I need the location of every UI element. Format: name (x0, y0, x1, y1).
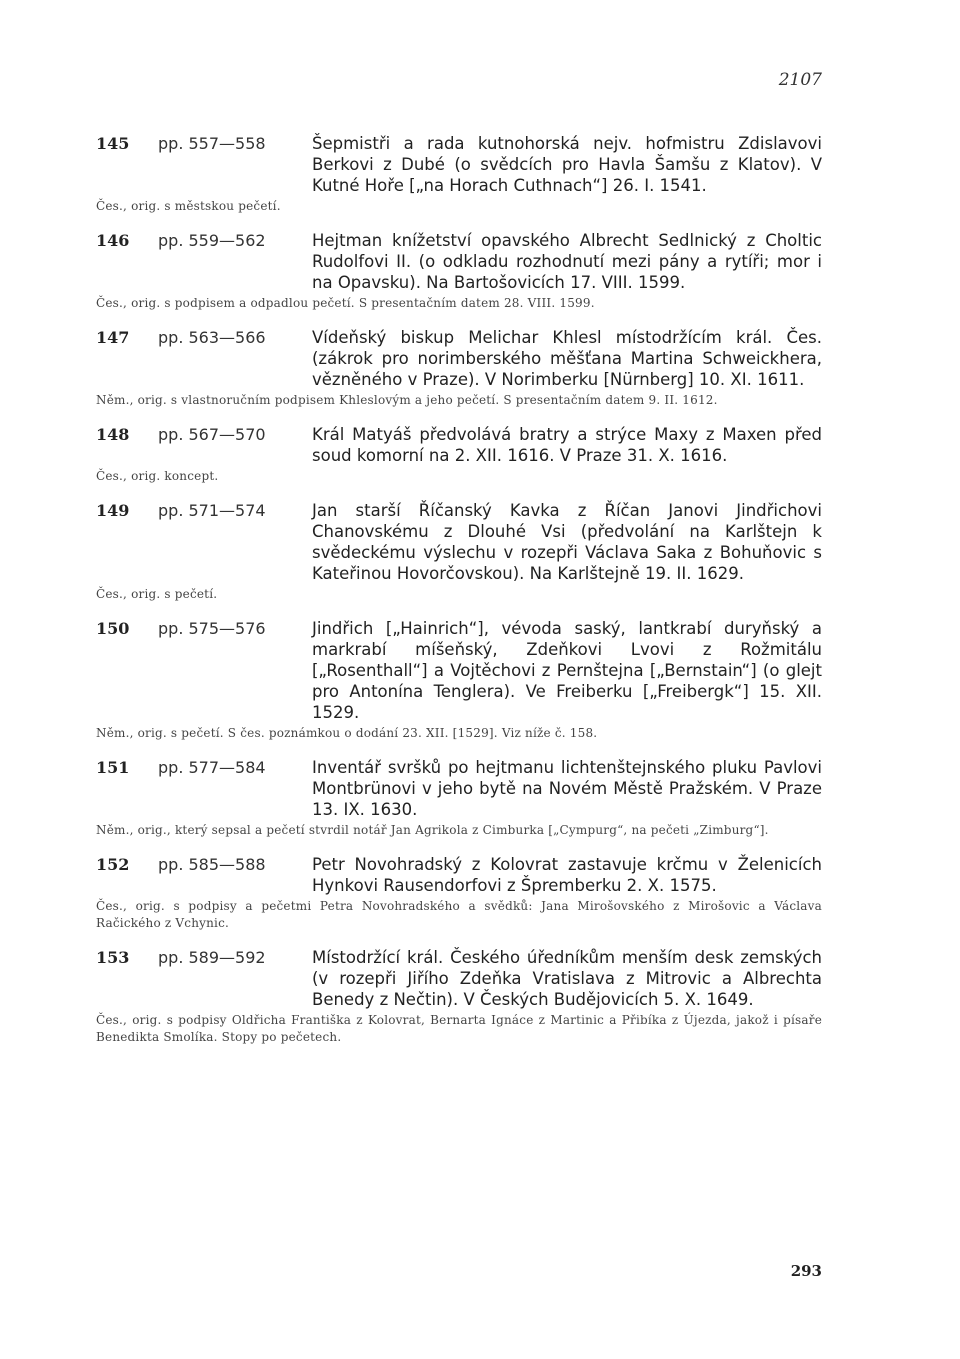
entry-heading-row (96, 133, 822, 196)
catalog-entry (96, 854, 822, 932)
entry-number: 148 (96, 425, 130, 444)
entry-heading-row (96, 947, 822, 1010)
entry-number: 150 (96, 619, 130, 638)
entry-title: Vídeňský biskup Melichar Khlesl místodržícím král. Čes. (zákrok pro norimberského měšťana Martina Schweickhera, vězněného v Praze). V Norimberku [Nürnberg] 10. XI. 1611. (312, 328, 822, 389)
entry-number: 146 (96, 231, 130, 250)
entry-note: Čes., orig. s podpisy Oldřicha Františka z Kolovrat, Bernarta Ignáce z Martinic a Přibíka z Újezda, jakož i písaře Benedikta Smolíka. Stopy po pečetech. (96, 1013, 822, 1044)
entry-number: 153 (96, 948, 130, 967)
entry-pages: pp. 559—562 (158, 231, 266, 250)
entry-note: Něm., orig. s vlastnoručním podpisem Khleslovým a jeho pečetí. S presentačním datem 9. II. 1612. (96, 393, 718, 407)
entry-number: 152 (96, 855, 130, 874)
entry-title: Místodržící král. Českého úředníkům menším desk zemských (v rozepři Jiřího Zdeňka Vratislava z Mitrovic a Albrechta Benedy z Nečtin). V Českých Budějovicích 5. X. 1649. (312, 948, 822, 1009)
entry-heading-row (96, 757, 822, 820)
catalog-entry (96, 424, 822, 485)
entry-pages: pp. 589—592 (158, 948, 266, 967)
footer-page-number: 293 (790, 1262, 822, 1280)
entry-pages: pp. 567—570 (158, 425, 266, 444)
entry-title: Hejtman knížetství opavského Albrecht Sedlnický z Choltic Rudolfovi II. (o odkladu rozhodnutí mezi pány a rytíři; mor i na Opavsku). Na Bartošovicích 17. VIII. 1599. (312, 231, 822, 292)
entry-title: Král Matyáš předvolává bratry a strýce Maxy z Maxen před soud komorní na 2. XII. 1616. V Praze 31. X. 1616. (312, 425, 822, 465)
entry-title: Jindřich [„Hainrich“], vévoda saský, lantkrabí duryňský a markrabí míšeňský, Zdeňkovi Lvovi z Rožmitálu [„Rosenthall“] a Vojtěchovi z Pernštejna [„Bernstain“] (o glejt pro Antonína Tenglera). Ve Freiberku [„Freibergk“] 15. XII. 1529. (312, 619, 822, 722)
catalog-entry (96, 500, 822, 603)
entry-note: Čes., orig. s podpisy a pečetmi Petra Novohradského a svědků: Jana Mirošovského z Mirošovic a Václava Račického z Vchynic. (96, 899, 822, 930)
entry-heading-row (96, 327, 822, 390)
entry-number: 149 (96, 501, 130, 520)
entry-note: Čes., orig. koncept. (96, 469, 219, 483)
catalog-entry (96, 327, 822, 409)
catalog-entry (96, 230, 822, 312)
entry-heading-row (96, 230, 822, 293)
entry-pages: pp. 577—584 (158, 758, 266, 777)
entry-number: 145 (96, 134, 130, 153)
entry-heading-row (96, 424, 822, 466)
entry-title: Inventář svršků po hejtmanu lichtenštejnského pluku Pavlovi Montbrünovi v jeho bytě na Novém Městě Pražském. V Praze 13. IX. 1630. (312, 758, 822, 819)
entry-number: 147 (96, 328, 130, 347)
entry-heading-row (96, 854, 822, 896)
entry-heading-row (96, 618, 822, 723)
entry-title: Jan starší Říčanský Kavka z Říčan Janovi Jindřichovi Chanovskému z Dlouhé Vsi (předvolání na Karlštejn k svědeckému výslechu v rozepři Václava Saka z Bohuňovic s Kateřinou Hovorčovskou). Na Karlštejně 19. II. 1629. (312, 501, 822, 583)
catalog-entry (96, 618, 822, 742)
entry-title: Petr Novohradský z Kolovrat zastavuje krčmu v Želenicích Hynkovi Rausendorfovi z Špremberku 2. X. 1575. (312, 855, 822, 895)
entry-list (96, 133, 822, 1061)
entry-note: Něm., orig., který sepsal a pečetí stvrdil notář Jan Agrikola z Cimburka [„Cympurg“, na pečeti „Zimburg“]. (96, 823, 769, 837)
entry-heading-row (96, 500, 822, 584)
entry-pages: pp. 585—588 (158, 855, 266, 874)
catalog-entry (96, 757, 822, 839)
entry-pages: pp. 563—566 (158, 328, 266, 347)
entry-number: 151 (96, 758, 130, 777)
entry-pages: pp. 571—574 (158, 501, 266, 520)
catalog-entry (96, 947, 822, 1046)
entry-note: Čes., orig. s podpisem a odpadlou pečetí. S presentačním datem 28. VIII. 1599. (96, 296, 595, 310)
header-page-number: 2107 (778, 70, 822, 90)
entry-note: Čes., orig. s pečetí. (96, 587, 218, 601)
entry-note: Něm., orig. s pečetí. S čes. poznámkou o dodání 23. XII. [1529]. Viz níže č. 158. (96, 726, 598, 740)
entry-title: Šepmistři a rada kutnohorská nejv. hofmistru Zdislavovi Berkovi z Dubé (o svědcích pro Havla Šamšu z Klatov). V Kutné Hoře [„na Horach Cuthnach“] 26. I. 1541. (312, 134, 822, 195)
entry-pages: pp. 575—576 (158, 619, 266, 638)
entry-note: Čes., orig. s městskou pečetí. (96, 199, 281, 213)
catalog-entry (96, 133, 822, 215)
entry-pages: pp. 557—558 (158, 134, 266, 153)
